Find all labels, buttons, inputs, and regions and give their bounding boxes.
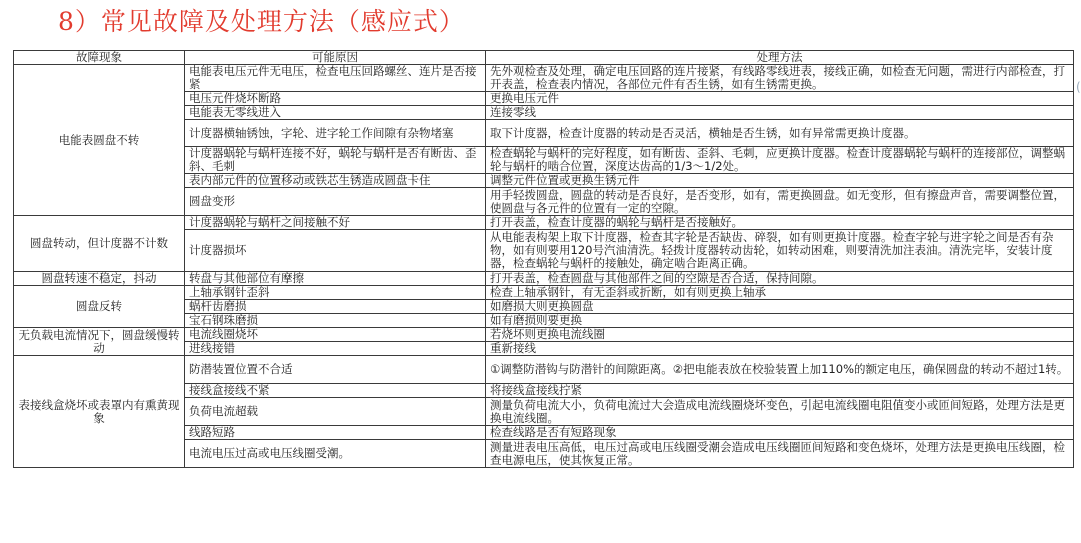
fault-table: [13, 50, 1074, 468]
method-cell: 若烧坏则更换电流线圈: [486, 328, 1074, 342]
cause-cell: 计度器损坏: [185, 230, 486, 272]
cause-cell: 电压元件烧坏断路: [185, 92, 486, 106]
method-cell: 测量负荷电流大小，负荷电流过大会造成电流线圈烧坏变色，引起电流线圈电阻值变小或匝间短路，处理方法是更换电流线圈。: [486, 398, 1074, 426]
method-cell: 打开表盖，检查圆盘与其他部件之间的空隙是否合适，保持间隙。: [486, 272, 1074, 286]
cause-cell: 上轴承钢针歪斜: [185, 286, 486, 300]
cause-cell: 线路短路: [185, 426, 486, 440]
method-cell: 打开表盖，检查计度器的蜗轮与蜗杆是否接触好。: [486, 216, 1074, 230]
page-title: 8）常见故障及处理方法（感应式）: [58, 7, 465, 36]
cause-cell: 宝石钢珠磨损: [185, 314, 486, 328]
table-header-row: [14, 51, 1074, 65]
header-symptom: 故障现象: [14, 51, 185, 65]
cause-cell: 计度器横轴锈蚀，字轮、进字轮工作间隙有杂物堵塞: [185, 120, 486, 147]
method-cell: 如磨损大则更换圆盘: [486, 300, 1074, 314]
cause-cell: 表内部元件的位置移动或铁芯生锈造成圆盘卡住: [185, 174, 486, 188]
method-cell: 如有磨损则要更换: [486, 314, 1074, 328]
method-cell: 更换电压元件: [486, 92, 1074, 106]
method-cell: 调整元件位置或更换生锈元件: [486, 174, 1074, 188]
table-row: [14, 286, 1074, 300]
table-row: [14, 65, 1074, 92]
table-row: [14, 272, 1074, 286]
method-cell: 用手轻拨圆盘，圆盘的转动是否良好，是否变形，如有，需更换圆盘。如无变形，但有擦盘声音，需要调整位置，使圆盘与各元件的位置有一定的空隙。: [486, 188, 1074, 216]
method-cell: 检查蜗轮与蜗杆的完好程度，如有断齿、歪斜、毛刺，应更换计度器。检查计度器蜗轮与蜗杆的连接部位，调整蜗轮与蜗杆的啮合位置，深度达齿高的1/3～1/2处。: [486, 147, 1074, 174]
method-cell: 连接零线: [486, 106, 1074, 120]
cause-cell: 接线盒接线不紧: [185, 384, 486, 398]
header-method: 处理方法: [486, 51, 1074, 65]
cause-cell: 计度器蜗轮与蜗杆连接不好，蜗轮与蜗杆是否有断齿、歪斜、毛刺: [185, 147, 486, 174]
cause-cell: 蜗杆齿磨损: [185, 300, 486, 314]
cause-cell: 电能表电压元件无电压，检查电压回路螺丝、连片是否接紧: [185, 65, 486, 92]
cause-cell: 进线接错: [185, 342, 486, 356]
method-cell: 检查上轴承钢针，有无歪斜或折断，如有则更换上轴承: [486, 286, 1074, 300]
method-cell: ①调整防潜钩与防潜针的间隙距离。②把电能表放在校验装置上加110%的额定电压，确保圆盘的转动不超过1转。: [486, 356, 1074, 384]
method-cell: 先外观检查及处理，确定电压回路的连片接紧，有线路零线进表，接线正确，如检查无问题，需进行内部检查，打开表盖，检查表内情况，各部位元件有否生锈，如有生锈需更换。: [486, 65, 1074, 92]
cause-cell: 圆盘变形: [185, 188, 486, 216]
cause-cell: 负荷电流超载: [185, 398, 486, 426]
cause-cell: 转盘与其他部位有摩擦: [185, 272, 486, 286]
cause-cell: 电流线圈烧坏: [185, 328, 486, 342]
table-row: [14, 328, 1074, 342]
symptom-cell: 圆盘转速不稳定，抖动: [14, 272, 185, 286]
table-row: [14, 356, 1074, 384]
cause-cell: 电能表无零线进入: [185, 106, 486, 120]
table-row: [14, 216, 1074, 230]
method-cell: 检查线路是否有短路现象: [486, 426, 1074, 440]
cause-cell: 防潜装置位置不合适: [185, 356, 486, 384]
method-cell: 测量进表电压高低，电压过高或电压线圈受潮会造成电压线圈匝间短路和变色烧坏，处理方法是更换电压线圈，检查电源电压，使其恢复正常。: [486, 440, 1074, 468]
method-cell: 重新接线: [486, 342, 1074, 356]
cause-cell: 电流电压过高或电压线圈受潮。: [185, 440, 486, 468]
edge-mark: (: [1076, 80, 1081, 94]
method-cell: 取下计度器，检查计度器的转动是否灵活，横轴是否生锈，如有异常需更换计度器。: [486, 120, 1074, 147]
symptom-cell: 电能表圆盘不转: [14, 65, 185, 216]
method-cell: 将接线盒接线拧紧: [486, 384, 1074, 398]
header-cause: 可能原因: [185, 51, 486, 65]
table-body: [14, 65, 1074, 468]
cause-cell: 计度器蜗轮与蜗杆之间接触不好: [185, 216, 486, 230]
symptom-cell: 圆盘转动，但计度器不计数: [14, 216, 185, 272]
symptom-cell: 圆盘反转: [14, 286, 185, 328]
symptom-cell: 无负载电流情况下，圆盘缓慢转动: [14, 328, 185, 356]
symptom-cell: 表接线盒烧坏或表罩内有熏黄现象: [14, 356, 185, 468]
method-cell: 从电能表构架上取下计度器，检查其字轮是否缺齿、碎裂，如有则更换计度器。检查字轮与进字轮之间是否有杂物，如有则要用120号汽油清洗。轻拨计度器转动齿轮，如转动困难，则要清洗加注表油。清洗完毕，安装计度器，检查蜗轮与蜗杆的接触处，确定啮合距离正确。: [486, 230, 1074, 272]
